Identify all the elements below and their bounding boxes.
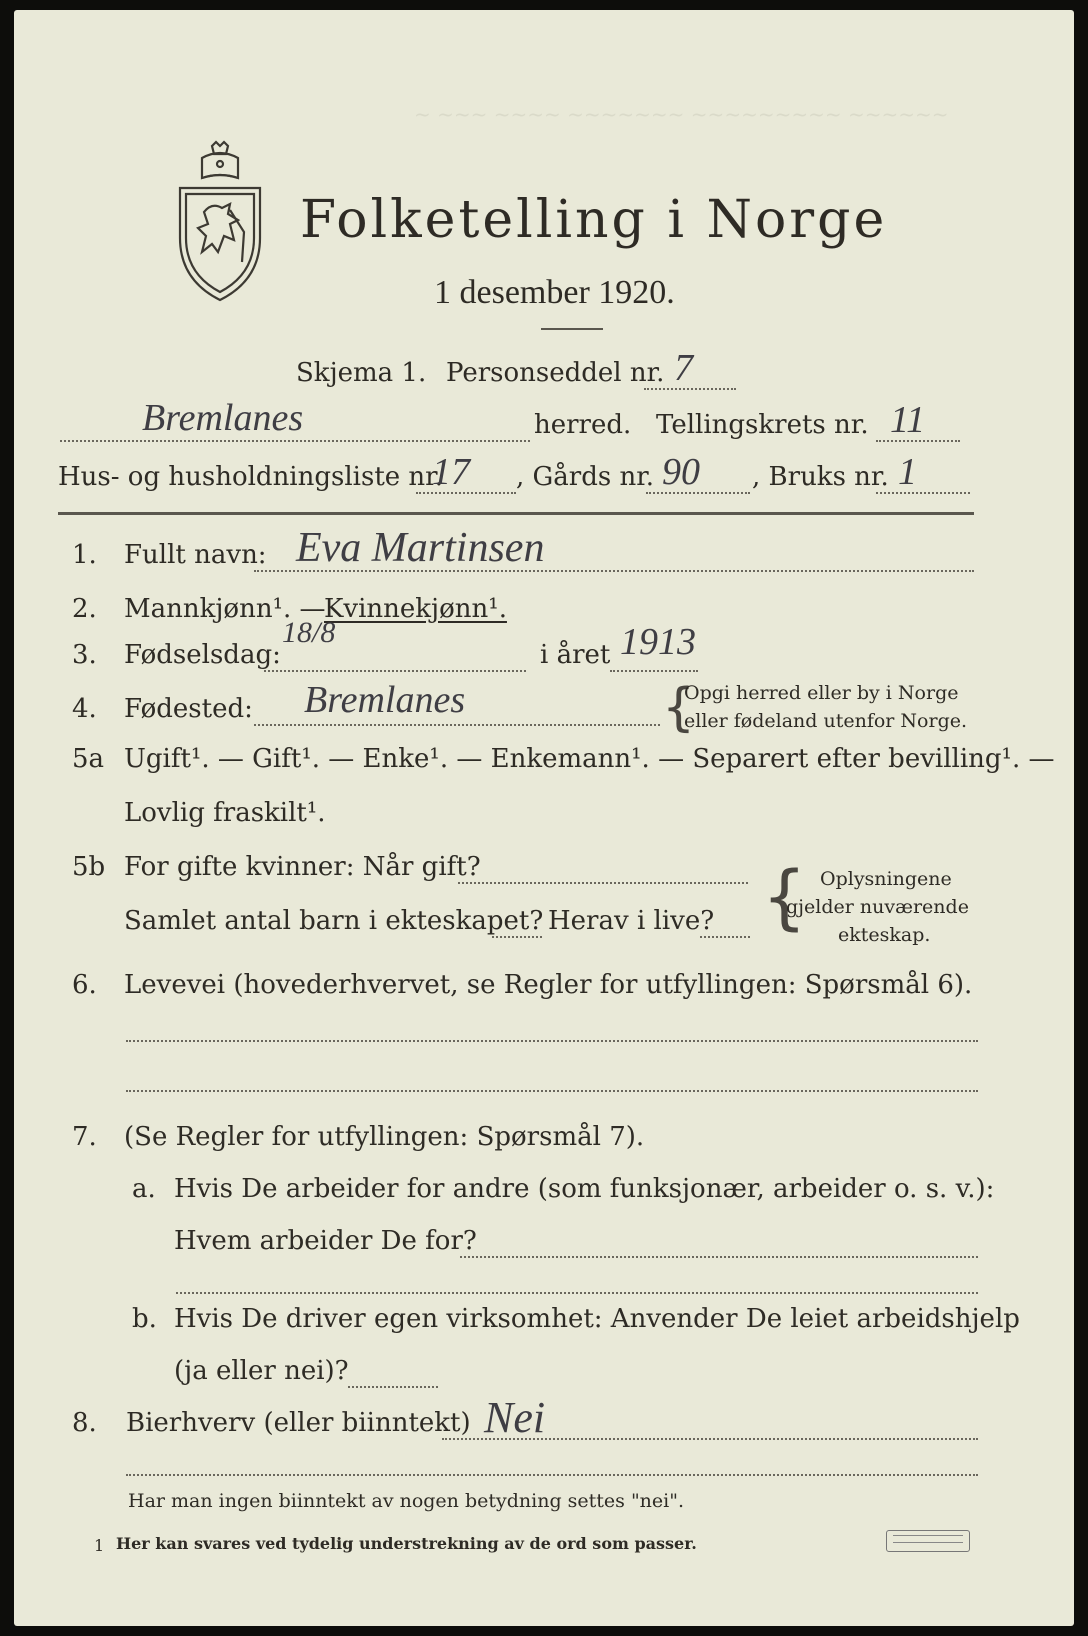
q3-year-line [610, 670, 698, 672]
q3-value: 18/8 [282, 616, 336, 649]
q1-value: Eva Martinsen [296, 525, 545, 571]
gards-label: , Gårds nr. [516, 462, 655, 492]
personseddel-label: Personseddel nr. [446, 358, 665, 388]
q5b-number: 5b [72, 852, 106, 882]
hus-label: Hus- og husholdningsliste nr. [58, 462, 444, 492]
q2-number: 2. [72, 594, 97, 624]
q5b-children-line [492, 936, 542, 938]
q6-answer-line-2 [126, 1090, 978, 1092]
q7a-line-2: Hvem arbeider De for? [174, 1226, 477, 1256]
q5b-line-2b: Herav i live? [548, 906, 715, 936]
printer-stamp [886, 1530, 970, 1552]
q3-year-value: 1913 [620, 621, 696, 663]
q5b-brace: { [762, 856, 807, 938]
q4-brace: { [662, 678, 696, 738]
q7b-number: b. [132, 1304, 157, 1334]
q6-number: 6. [72, 970, 97, 1000]
q7b-line-2: (ja eller nei)? [174, 1356, 349, 1386]
q1-label: Fullt navn: [124, 540, 267, 570]
q5b-married-line [458, 882, 748, 884]
q3-year-label: i året [540, 640, 611, 670]
nei-instruction: Har man ingen biinntekt av nogen betydning settes "nei". [128, 1490, 685, 1512]
q7a-answer-line-1 [460, 1256, 978, 1258]
footnote-number: 1 [94, 1536, 105, 1555]
q7-number: 7. [72, 1122, 97, 1152]
q6-answer-line-1 [126, 1040, 978, 1042]
bruks-value: 1 [898, 451, 917, 493]
schema-label: Skjema 1. [296, 358, 427, 388]
q4-note-2: eller fødeland utenfor Norge. [684, 710, 968, 732]
q5b-line-1: For gifte kvinner: Når gift? [124, 852, 481, 882]
gards-value: 90 [662, 451, 700, 493]
tellingskrets-value: 11 [890, 399, 926, 441]
form-title: Folketelling i Norge [300, 190, 888, 250]
bruks-line [876, 492, 970, 494]
q4-line [254, 724, 660, 726]
q6-label: Levevei (hovederhvervet, se Regler for utfyllingen: Spørsmål 6). [124, 970, 973, 1000]
q5b-note-1: Oplysningene [820, 868, 952, 890]
header-divider [58, 512, 974, 515]
title-divider [541, 328, 603, 330]
q5b-alive-line [700, 936, 750, 938]
bruks-label: , Bruks nr. [752, 462, 889, 492]
q7b-answer-line [348, 1386, 438, 1388]
q8-answer-line-2 [126, 1474, 978, 1476]
q3-label: Fødselsdag: [124, 640, 281, 670]
herred-label: herred. [534, 410, 632, 440]
q8-number: 8. [72, 1408, 97, 1438]
q7-label: (Se Regler for utfyllingen: Spørsmål 7). [124, 1122, 645, 1152]
q5b-note-3: ekteskap. [838, 924, 931, 946]
q4-note-1: Opgi herred eller by i Norge [684, 682, 959, 704]
q2-male: Mannkjønn¹. — [124, 594, 326, 624]
q4-number: 4. [72, 694, 97, 724]
q4-label: Fødested: [124, 694, 253, 724]
q4-value: Bremlanes [304, 679, 466, 721]
herred-line [60, 440, 530, 442]
q5a-line-2: Lovlig fraskilt¹. [124, 798, 326, 828]
q7a-answer-line-2 [176, 1292, 978, 1294]
q5a-number: 5a [72, 744, 105, 774]
q1-number: 1. [72, 540, 97, 570]
q8-value: Nei [484, 1393, 546, 1442]
q2-female: Kvinnekjønn¹. [324, 594, 507, 624]
q3-number: 3. [72, 640, 97, 670]
q3-day-line [264, 670, 526, 672]
personseddel-value: 7 [674, 347, 693, 389]
q8-label: Bierhverv (eller biinntekt) [126, 1408, 471, 1438]
hus-value: 17 [432, 451, 470, 493]
q5b-line-2a: Samlet antal barn i ekteskapet? [124, 906, 544, 936]
census-form-page [14, 10, 1074, 1626]
bleed-through-text: ~ ~~~ ~~~~ ~~~~~~~ ~~~~~~~~~ ~~~~~~ [414, 102, 949, 126]
tellingskrets-label: Tellingskrets nr. [656, 410, 869, 440]
herred-value: Bremlanes [142, 397, 304, 439]
q7b-line-1: Hvis De driver egen virksomhet: Anvender De leiet arbeidshjelp [174, 1304, 1020, 1334]
census-date: 1 desember 1920. [434, 274, 675, 311]
q5a-line-1: Ugift¹. — Gift¹. — Enke¹. — Enkemann¹. — Separert efter bevilling¹. — [124, 744, 1055, 774]
q7a-number: a. [132, 1174, 156, 1204]
q7a-line-1: Hvis De arbeider for andre (som funksjonær, arbeider o. s. v.): [174, 1174, 995, 1204]
coat-of-arms-icon [172, 140, 268, 302]
q5b-note-2: gjelder nuværende [786, 896, 969, 918]
footnote-text: Her kan svares ved tydelig understrekning av de ord som passer. [116, 1534, 697, 1553]
